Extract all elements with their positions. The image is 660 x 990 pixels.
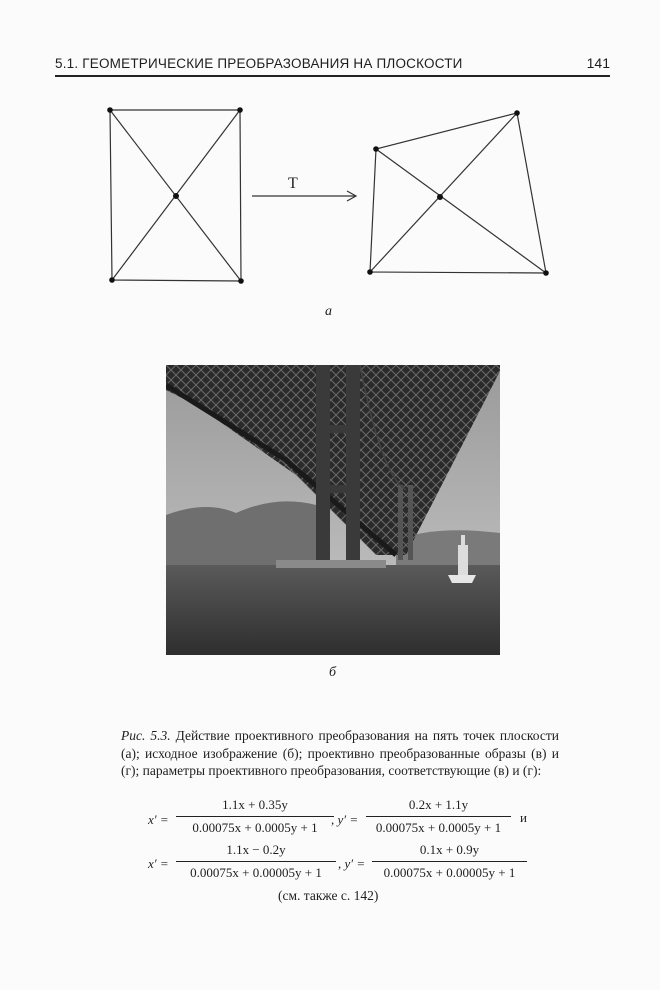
running-header (55, 53, 610, 77)
formula-2-x-lhs: x′ = (148, 856, 169, 871)
formula-1-conjunction: и (520, 810, 527, 825)
projective-transform-diagram (100, 100, 560, 295)
subfigure-label-a: а (325, 304, 332, 319)
point (238, 278, 244, 284)
point (109, 277, 115, 283)
target-quadrilateral (370, 113, 546, 273)
bridge-photo (166, 365, 500, 655)
formula-1-x-fraction (176, 797, 334, 836)
center-point (437, 194, 443, 200)
formula-2-x-denominator: 0.00075x + 0.00005y + 1 (190, 865, 322, 880)
figure-caption (121, 727, 559, 780)
formula-1-x-lhs: x′ = (148, 812, 169, 827)
formula-2-y-lhs: , y′ = (338, 856, 366, 871)
formula-2-y-denominator: 0.00075x + 0.00005y + 1 (383, 865, 516, 880)
target-diagonal-2 (370, 113, 517, 272)
target-diagonal-1 (376, 149, 546, 273)
formula-2-x-numerator: 1.1x − 0.2y (176, 842, 336, 862)
point (373, 146, 379, 152)
transform-label: T (288, 175, 298, 192)
formula-1-y-numerator: 0.2x + 1.1y (366, 797, 511, 817)
formula-2-x-fraction (176, 842, 336, 881)
section-title: 5.1. ГЕОМЕТРИЧЕСКИЕ ПРЕОБРАЗОВАНИЯ НА ПЛОСКОСТИ (55, 56, 463, 71)
formula-1-y-lhs: , y′ = (331, 812, 359, 827)
formula-1-x-numerator: 1.1x + 0.35y (176, 797, 334, 817)
point (237, 107, 243, 113)
formula-2-y-fraction (372, 842, 527, 881)
caption-label: Рис. 5.3. (121, 728, 171, 743)
point (543, 270, 549, 276)
see-also-note: (см. также с. 142) (278, 888, 379, 903)
formula-1-y-fraction (366, 797, 511, 836)
center-point (173, 193, 179, 199)
page-number: 141 (586, 55, 610, 71)
point (514, 110, 520, 116)
formula-1-x-denominator: 0.00075x + 0.0005y + 1 (192, 820, 318, 835)
subfigure-label-b: б (329, 665, 337, 680)
point (367, 269, 373, 275)
point (107, 107, 113, 113)
caption-text: Действие проективного преобразования на пять точек плоскости (а); исходное изображение (б); проективно преобразованные образы (в) и (г); параметры проективного преобразования, соответствующие (в) и (г): (121, 728, 559, 778)
formula-1-y-denominator: 0.00075x + 0.0005y + 1 (375, 820, 502, 835)
formula-2-y-numerator: 0.1x + 0.9y (372, 842, 527, 862)
